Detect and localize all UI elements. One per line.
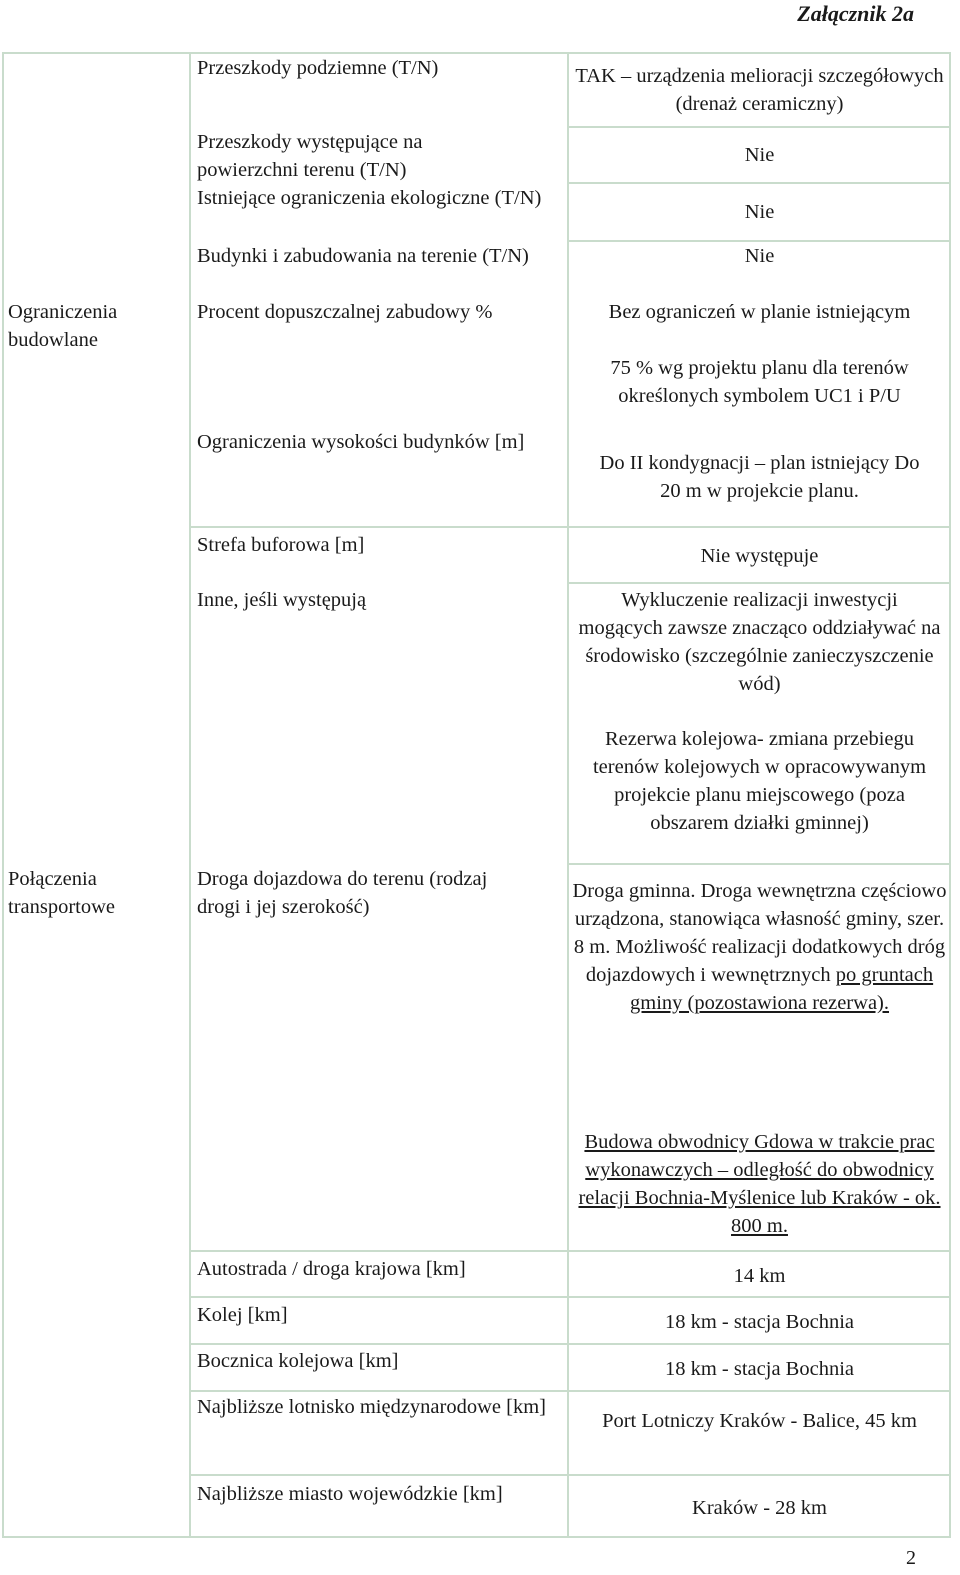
value-percent-existing-plan: Bez ograniczeń w planie istniejącym: [608, 301, 911, 323]
value-airport: Port Lotniczy Kraków - Balice, 45 km: [602, 1410, 917, 1432]
label-underground-obstacles: Przeszkody podziemne (T/N): [197, 57, 439, 79]
value-voivodeship-city: Kraków - 28 km: [692, 1497, 827, 1519]
label-eco-restrictions: Istniejące ograniczenia ekologiczne (T/N): [197, 187, 542, 209]
label-rail: Kolej [km]: [197, 1304, 288, 1326]
value-eco-restrictions: Nie: [744, 201, 775, 223]
value-rail: 18 km - stacja Bochnia: [664, 1311, 854, 1333]
value-surface-obstacles: Nie: [744, 144, 775, 166]
value-access-road: [570, 877, 949, 1017]
value-percent-project-plan: 75 % wg projektu planu dla terenów określonych symbolem UC1 i P/U: [610, 357, 909, 407]
value-access-road-underlined: po gruntach gminy (pozostawiona rezerwa).: [630, 964, 934, 1014]
label-buildings: Budynki i zabudowania na terenie (T/N): [197, 245, 529, 267]
value-height-limits: Do II kondygnacji – plan istniejący Do 20 m w projekcie planu.: [599, 452, 920, 502]
section-building-restrictions: Ograniczenia budowlane: [8, 301, 118, 351]
label-surface-obstacles: Przeszkody występujące na powierzchni terenu (T/N): [197, 131, 423, 181]
value-buildings: Nie: [744, 245, 775, 267]
label-siding: Bocznica kolejowa [km]: [197, 1350, 399, 1372]
section-transport-connections: Połączenia transportowe: [8, 868, 116, 918]
value-buffer-zone: Nie występuje: [700, 545, 819, 567]
label-access-road: Droga dojazdowa do terenu (rodzaj drogi i jej szerokość): [197, 868, 488, 918]
value-access-road-plain: Droga gminna. Droga wewnętrzna częściowo urządzona, stanowiąca własność gminy, szer. 8 m. Możliwość realizacji dodatkowych dróg dojazdowych i wewnętrznych: [572, 880, 947, 986]
label-building-percent: Procent dopuszczalnej zabudowy %: [197, 301, 493, 323]
label-airport: Najbliższe lotnisko międzynarodowe [km]: [197, 1396, 546, 1418]
page-number: 2: [906, 1547, 916, 1569]
label-highway: Autostrada / droga krajowa [km]: [197, 1258, 466, 1280]
label-voivodeship-city: Najbliższe miasto wojewódzkie [km]: [197, 1483, 503, 1505]
attachment-label: Załącznik 2a: [797, 1, 914, 26]
value-siding: 18 km - stacja Bochnia: [664, 1358, 854, 1380]
label-buffer-zone: Strefa buforowa [m]: [197, 534, 365, 556]
label-other: Inne, jeśli występują: [197, 589, 367, 611]
value-other-exclusion: Wykluczenie realizacji inwestycji mogących zawsze znacząco oddziaływać na środowisko (szczególnie zanieczyszczenie wód): [578, 589, 941, 695]
value-underground-obstacles: TAK – urządzenia melioracji szczegółowych (drenaż ceramiczny): [575, 65, 944, 115]
label-height-limits: Ograniczenia wysokości budynków [m]: [197, 431, 525, 453]
value-other-rail-reserve: Rezerwa kolejowa- zmiana przebiegu terenów kolejowych w opracowywanym projekcie planu miejscowego (poza obszarem działki gminnej): [592, 728, 927, 834]
value-highway: 14 km: [733, 1265, 786, 1287]
value-bypass-construction: Budowa obwodnicy Gdowa w trakcie prac wykonawczych – odległość do obwodnicy relacji Bochnia-Myślenice lub Kraków - ok. 800 m.: [578, 1131, 941, 1237]
